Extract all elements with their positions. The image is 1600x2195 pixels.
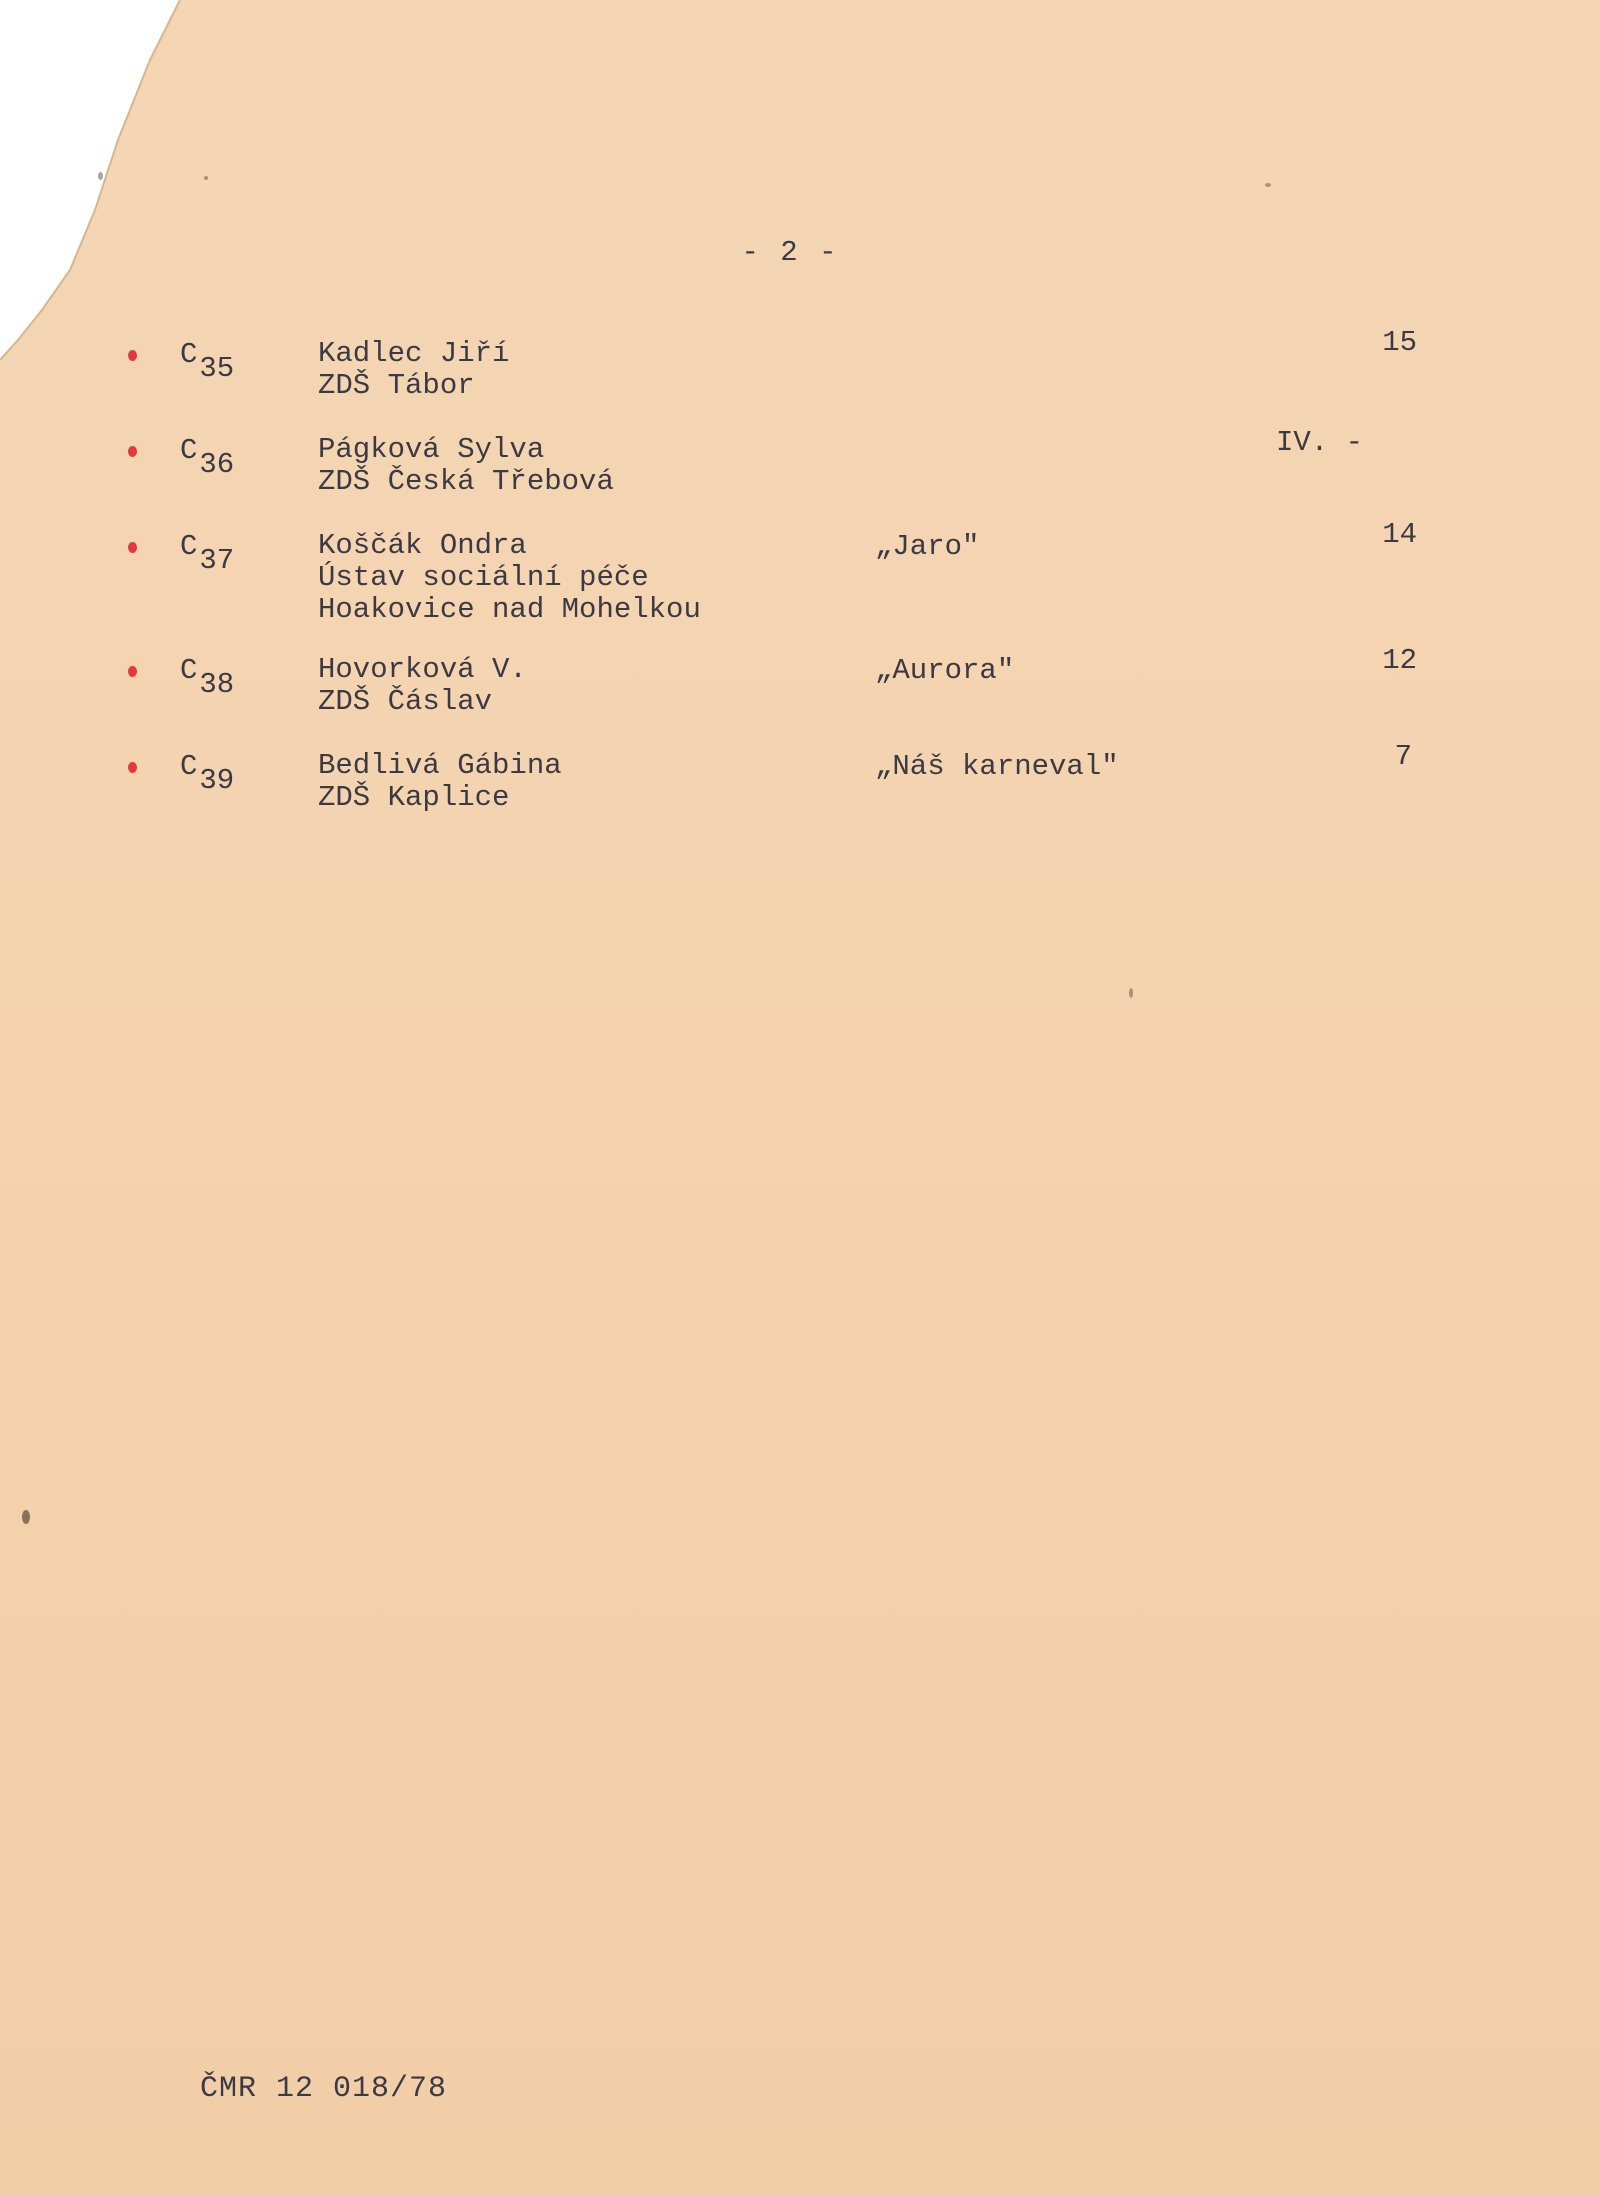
author-school: ZDŠ Česká Třebová xyxy=(318,465,614,498)
author-name: Págková Sylva xyxy=(318,433,545,466)
author-name: Bedlivá Gábina xyxy=(318,749,562,782)
paper-speck xyxy=(22,1510,30,1524)
red-marker-dot xyxy=(128,666,137,677)
red-marker-dot xyxy=(128,542,137,553)
entry-score: IV. - xyxy=(1275,426,1363,459)
entry-author xyxy=(318,338,509,402)
author-school: ZDŠ Kaplice xyxy=(318,781,510,814)
red-marker-dot xyxy=(128,446,137,457)
entry-score: 15 xyxy=(1382,326,1417,359)
entry-author xyxy=(318,654,527,718)
entry-author xyxy=(318,434,614,498)
entry-author xyxy=(318,530,701,626)
author-school: ZDŠ Tábor xyxy=(318,369,475,402)
entry-code: C35 xyxy=(180,338,235,385)
red-marker-dot xyxy=(128,762,137,773)
entry-score: 14 xyxy=(1382,518,1417,551)
author-location: Hoakovice nad Mohelkou xyxy=(318,593,701,626)
author-name: Hovorková V. xyxy=(318,653,527,686)
entry-title: „Jaro" xyxy=(875,530,980,563)
entry-title: „Náš karneval" xyxy=(875,750,1119,783)
entry-c36 xyxy=(0,426,1600,524)
entry-c39 xyxy=(0,740,1600,840)
entry-title: „Aurora" xyxy=(875,654,1015,687)
entry-code: C39 xyxy=(180,750,235,797)
entry-c35 xyxy=(0,326,1600,428)
paper-speck xyxy=(1129,988,1133,998)
author-institution: Ústav sociální péče xyxy=(318,561,649,594)
paper-speck xyxy=(1265,183,1271,187)
document-reference: ČMR 12 018/78 xyxy=(200,2072,448,2106)
entry-code: C38 xyxy=(180,654,235,701)
page-number: - 2 - xyxy=(741,236,839,269)
author-name: Kadlec Jiří xyxy=(318,337,510,370)
red-marker-dot xyxy=(128,350,137,361)
entry-code: C36 xyxy=(180,434,235,481)
paper-speck xyxy=(98,172,103,180)
author-school: ZDŠ Čáslav xyxy=(318,685,493,718)
author-name: Koščák Ondra xyxy=(318,529,527,562)
entry-author xyxy=(318,750,562,814)
entry-score: 12 xyxy=(1382,644,1417,677)
entry-c38 xyxy=(0,644,1600,744)
entry-code: C37 xyxy=(180,530,235,577)
entry-c37 xyxy=(0,518,1600,626)
paper-speck xyxy=(204,176,208,180)
entry-score: 7 xyxy=(1394,740,1412,773)
